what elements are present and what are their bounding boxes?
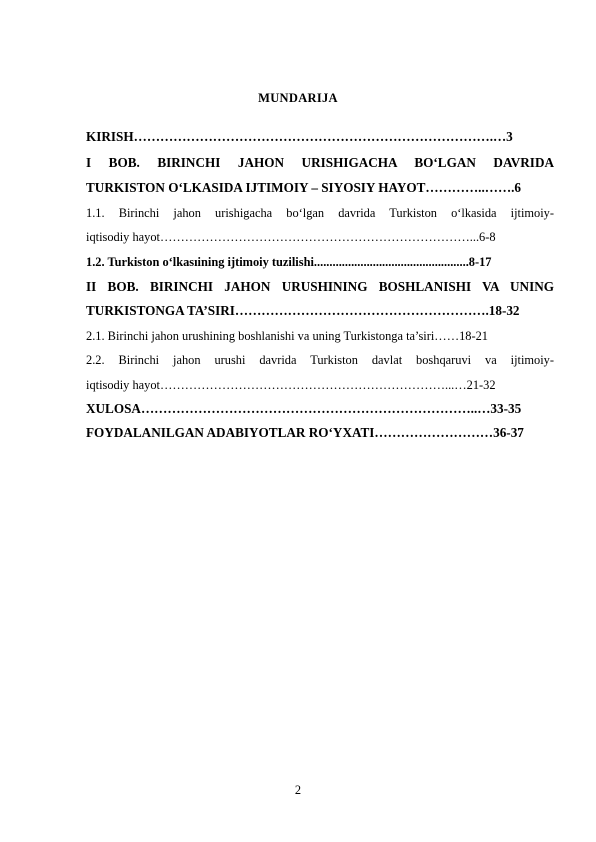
toc-entry-chapter-1-heading-cont: TURKISTON O‘LKASIDA IJTIMOIY – SIYOSIY HAYOT…………..…….6	[86, 180, 522, 195]
toc-entry-section-2-2: 2.2. Birinchi jahon urushi davrida Turkiston davlat boshqaruvi va ijtimoiy-	[86, 353, 554, 367]
toc-entry-bibliography: FOYDALANILGAN ADABIYOTLAR RO‘YXATI………………………36-37	[86, 425, 524, 440]
page-number: 2	[294, 783, 302, 797]
toc-entry-chapter-2-heading-cont: TURKISTONGA TA’SIRI………………………………………………….18-32	[86, 303, 520, 318]
toc-entry-section-1-1: 1.1. Birinchi jahon urishigacha bo‘lgan davrida Turkiston o‘lkasida ijtimoiy-	[86, 206, 554, 220]
toc-entry-section-1-1-cont: iqtisodiy hayot…………………………………………………………………...6-8	[86, 230, 496, 244]
toc-entry-section-2-2-cont: iqtisodiy hayot……………………………………………………………...…21-32	[86, 378, 496, 392]
toc-entry-section-2-1: 2.1. Birinchi jahon urushining boshlanishi va uning Turkistonga ta’siri……18-21	[86, 329, 488, 343]
toc-entry-chapter-2-heading: II BOB. BIRINCHI JAHON URUSHINING BOSHLANISHI VA UNING	[86, 279, 554, 294]
toc-entry-section-1-2: 1.2. Turkiston o‘lkasıining ijtimoiy tuzilishi..................................................8-17	[86, 255, 492, 269]
toc-entry-kirish: KIRISH……………………………………………………………………….…3	[86, 129, 513, 144]
page-title: MUNDARIJA	[258, 91, 338, 105]
toc-entry-chapter-1-heading: I BOB. BIRINCHI JAHON URISHIGACHA BO‘LGAN DAVRIDA	[86, 155, 554, 170]
toc-entry-xulosa: XULOSA…………………………………………………………………..…33-35	[86, 401, 522, 416]
